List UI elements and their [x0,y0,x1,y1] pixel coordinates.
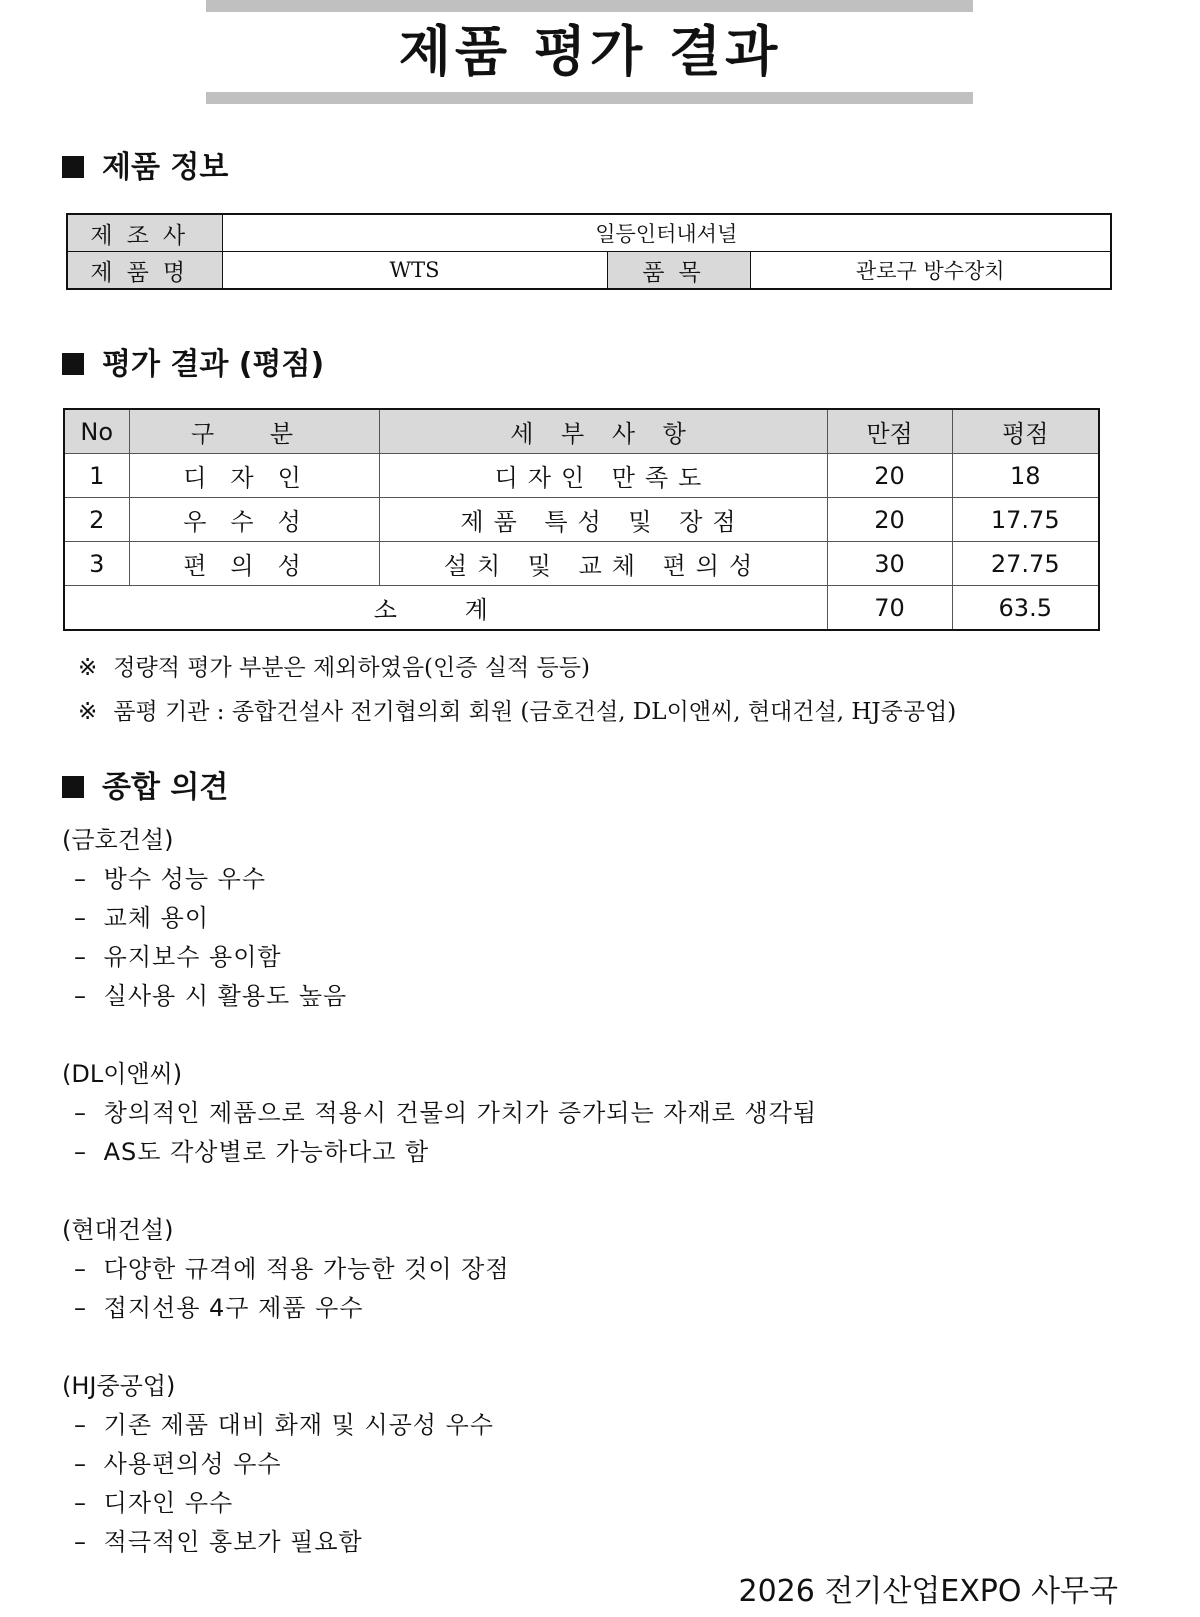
opinion-item: – AS도 각상별로 가능하다고 함 [62,1133,817,1172]
opinion-item: – 접지선용 4구 제품 우수 [62,1289,817,1328]
header-no: No [64,409,129,454]
section-product-info [62,148,228,188]
title-bar-bottom [206,92,973,104]
row-max: 20 [827,498,952,542]
section-heading: 평가 결과 (평점) [102,347,325,382]
header-max: 만점 [827,409,952,454]
document-title: 제품 평가 결과 [398,20,782,83]
opinion-item: – 사용편의성 우수 [62,1445,817,1484]
section-opinion [62,768,228,808]
row-no: 1 [64,454,129,498]
opinion-group [62,1054,817,1172]
table-header-row [64,409,1099,454]
row-detail: 제품 특성 및 장점 [379,498,827,542]
row-no: 3 [64,542,129,586]
opinion-item: – 방수 성능 우수 [62,860,817,899]
row-category: 우수성 [129,498,379,542]
table-row [64,498,1099,542]
opinion-company: (DL이앤씨) [62,1060,183,1088]
row-score: 27.75 [952,542,1099,586]
notes [78,646,956,734]
opinion-item: – 실사용 시 활용도 높음 [62,977,817,1016]
opinion-item: – 유지보수 용이함 [62,938,817,977]
manufacturer-label: 제조사 [67,214,222,252]
row-category: 디자인 [129,454,379,498]
row-detail: 디자인 만족도 [379,454,827,498]
subtotal-score: 63.5 [952,586,1099,631]
evaluation-table [63,408,1100,631]
footer-organizer: 2026 전기산업EXPO 사무국 [738,1574,1118,1609]
product-name-value: WTS [222,252,607,290]
row-score: 17.75 [952,498,1099,542]
section-evaluation [62,345,324,385]
opinion-group [62,820,817,1016]
table-row [67,214,1111,252]
header-category: 구 분 [129,409,379,454]
manufacturer-value: 일등인터내셔널 [222,214,1111,252]
square-bullet-icon [62,353,84,375]
product-info-table [66,213,1112,290]
opinion-item: – 기존 제품 대비 화재 및 시공성 우수 [62,1406,817,1445]
item-label: 품목 [607,252,750,290]
table-row [67,252,1111,290]
note-item: ※ 정량적 평가 부분은 제외하였음(인증 실적 등등) [78,646,956,690]
opinion-group [62,1366,817,1562]
section-heading: 제품 정보 [102,150,229,185]
opinion-item: – 창의적인 제품으로 적용시 건물의 가치가 증가되는 자재로 생각됨 [62,1094,817,1133]
row-detail: 설치 및 교체 편의성 [379,542,827,586]
row-score: 18 [952,454,1099,498]
opinion-company: (HJ중공업) [62,1372,176,1400]
table-row [64,454,1099,498]
square-bullet-icon [62,776,84,798]
item-value: 관로구 방수장치 [750,252,1111,290]
opinion-company: (현대건설) [62,1216,174,1244]
square-bullet-icon [62,156,84,178]
opinion-group [62,1210,817,1328]
row-no: 2 [64,498,129,542]
subtotal-row [64,586,1099,631]
section-heading: 종합 의견 [102,770,229,805]
row-category: 편의성 [129,542,379,586]
header-detail: 세 부 사 항 [379,409,827,454]
row-max: 20 [827,454,952,498]
subtotal-label: 소 계 [64,586,827,631]
header-score: 평점 [952,409,1099,454]
opinion-item: – 다양한 규격에 적용 가능한 것이 장점 [62,1250,817,1289]
opinion-item: – 교체 용이 [62,899,817,938]
opinion-company: (금호건설) [62,826,174,854]
table-row [64,542,1099,586]
opinion-list [62,820,817,1600]
subtotal-max: 70 [827,586,952,631]
note-item: ※ 품평 기관 : 종합건설사 전기협의회 회원 (금호건설, DL이앤씨, 현대건설, HJ중공업) [78,690,956,734]
title-bar-top [206,0,973,12]
opinion-item: – 디자인 우수 [62,1484,817,1523]
product-name-label: 제품명 [67,252,222,290]
opinion-item: – 적극적인 홍보가 필요함 [62,1523,817,1562]
row-max: 30 [827,542,952,586]
